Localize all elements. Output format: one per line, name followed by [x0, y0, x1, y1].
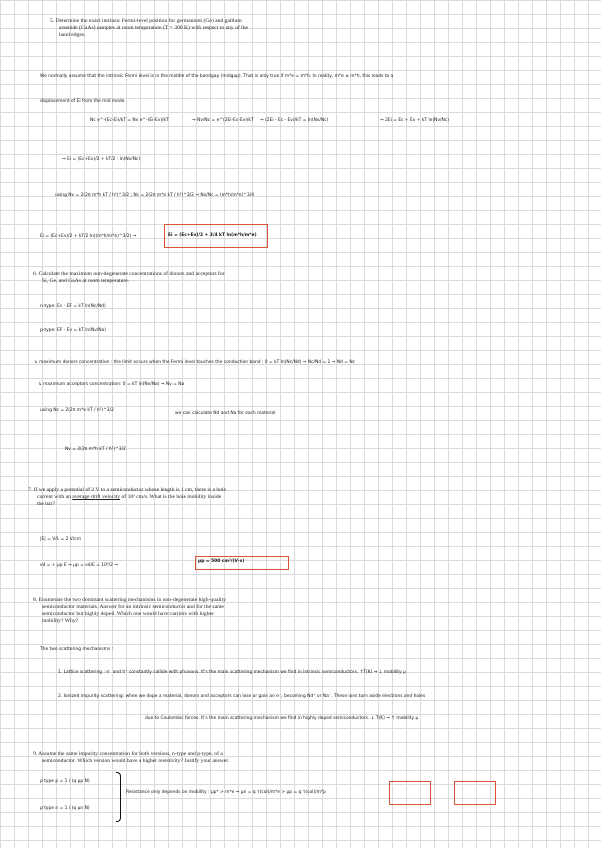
q9-prompt-line: 9. Assume the same impurity concentration for both versions, n-type and p-type, of a — [33, 751, 223, 757]
q5-answer-line: displacement of Ei from the mid mode. — [40, 99, 126, 104]
q6-prompt-line: 6. Calculate the maximum non-degenerate concentrations of donors and acceptors for — [33, 271, 225, 277]
q8-item-impurity-cont: due to Coulombic forces. It's the main scattering mechanism we find in highly doped semiconductors. ↓ T(K) ⇒ ↑ mobility μ — [145, 716, 419, 721]
q6-prompt-line: Si, Ge, and GaAs at room temperature. — [42, 278, 130, 284]
q7-prompt-text: current with an — [37, 494, 73, 500]
q5-answer-line: We normally assume that the intrinsic Fermi level is in the middle of the bandgap (midgap). That is only true if m*e = m*h. In reality, m*e ≠ m*h, this leads to a — [40, 74, 394, 79]
q8-prompt-line: 8. Enumerate the two dominant scattering mechanisms in non-degenerate high-quality — [33, 597, 226, 603]
q7-mobility-equation: vd = + μp E ⇒ μp = vd/E = 10³/2 ⇒ — [40, 563, 119, 568]
q9-prompt-line: semiconductor. Which version would have a higher resistivity? Justify your answer. — [42, 758, 230, 764]
q5-prompt-line: arsenide (GaAs) samples at room temperature (T = 300 K) with respect to any of the — [59, 25, 248, 31]
q5-equation: ⇒ Nv/Nc = e^(2Ei-Ec-Ev)/kT — [192, 118, 254, 123]
q8-prompt-line: mobility? Why? — [42, 618, 79, 624]
q8-prompt — [33, 597, 303, 625]
q6-nc-formula: using Nc = 2(2π m*e kT / h²)^3/2 — [40, 408, 114, 413]
q5-equation: using Nv = 2(2π m*h kT / h²)^3/2 ; Nc = 2(2π m*e kT / h²)^3/2 ⇒ Nv/Nc = (m*h/m*e)^3/4 — [55, 193, 255, 198]
q6-prompt — [33, 271, 333, 285]
q8-prompt-line: semiconductor materials. Answer for an intrinsic semiconductor and for the same — [42, 604, 224, 610]
q5-final-answer: Ei = (Ec+Ev)/2 + 3/4 kT ln(m*h/m*e) — [168, 233, 257, 238]
q7-prompt-underlined: average drift velocity — [72, 494, 121, 500]
q5-equation: Nc e^-(Ec-Ei)/kT = Nv e^-(Ei-Ev)/kT — [90, 118, 169, 123]
q9-explanation: Resistance only depends on mobility : μp* > m*e ⇒ μn = q τ(col)/m*e > μp = q τ(col)/m*p — [126, 790, 326, 795]
q6-acceptor-limit: ↳ maximum acceptors concentration: 0 = kT ln(Nv/Na) ⇒ Nv = Na — [38, 382, 185, 387]
q5-equation: ⇒ 2Ei = Ec + Ev + kT ln(Nv/Nc) — [380, 118, 449, 123]
q5-prompt-line: 5. Determine the exact intrinsic Fermi-level position for germanium (Ge) and gallium — [50, 18, 242, 24]
q6-calc-note: we can calculate Nd and Na for each material — [175, 411, 276, 416]
q9-answer-box — [454, 781, 496, 805]
q6-ptype-equation: p-type: EF - Ev = kT ln(Nv/Na) — [40, 328, 106, 333]
q9-answer-box — [389, 781, 431, 805]
q7-prompt-line: 7. If we apply a potential of 2 V to a semiconductor whose length is 1 cm, there is a hole — [28, 487, 227, 493]
q5-equation: ⇒ (2Ei - Ec - Ev)/kT = ln(Nv/Nc) — [260, 118, 329, 123]
q7-final-answer: μp = 500 cm²/(V·s) — [198, 559, 245, 564]
q6-ntype-equation: n-type: Ec - EF = kT ln(Nc/Nd) — [40, 304, 106, 309]
q5-equation: ⇒ Ei = (Ec+Ev)/2 + kT/2 · ln(Nv/Nc) — [62, 157, 141, 162]
q8-item-lattice: 1. Lattice scattering : e⁻ and h⁺ constantly collide with phonons. It's the main scattering mechanism we find in intrinsic semiconductors. ↑T(K) ⇒ ↓ mobility μ — [58, 670, 406, 675]
q9-rho-ptype: ρ type p = 1 / (q μp N) — [40, 779, 90, 784]
q7-prompt — [28, 487, 328, 508]
q7-prompt-line: the bar? — [37, 501, 55, 507]
q8-prompt-line: semiconductor but highly doped. Which one would have carriers with higher — [42, 611, 214, 617]
q6-nv-formula: Nv = 2(2π m*h kT / h²)^3/2 — [65, 447, 126, 452]
q5-prompt-line: band edges. — [59, 32, 86, 38]
q9-rho-ntype: ρ type n = 1 / (q μn N) — [40, 806, 90, 811]
q8-intro: The two scattering mechanisms : — [40, 647, 114, 652]
q7-prompt-text: of 10³ cm/s. What is the hole mobility inside — [120, 494, 222, 500]
q7-field-equation: |E| = V/L = 2 V/cm — [40, 537, 81, 542]
q5-prompt — [50, 18, 350, 39]
q7-prompt-line — [28, 494, 328, 501]
q9-brace — [116, 772, 121, 822]
q5-equation: Ei = (Ec+Ev)/2 + kT/2 ln((m*h/m*e)^3/2) ⇒ — [40, 234, 137, 239]
q9-prompt — [33, 751, 333, 765]
q8-item-impurity: 2. Ionized impurity scattering: when we dope a material, donors and acceptors can lose or gain an e⁻, becoming Nd⁺ or Na⁻. These ions turn aside electrons and holes — [58, 694, 426, 699]
q6-donor-limit: ↳ maximum donors concentration : the limit occurs when the Fermi level touches the conduction band : 0 = kT ln(Nc/Nd) ⇒ Nc/Nd = 1 ⇒ Nd = Nc — [34, 360, 356, 365]
